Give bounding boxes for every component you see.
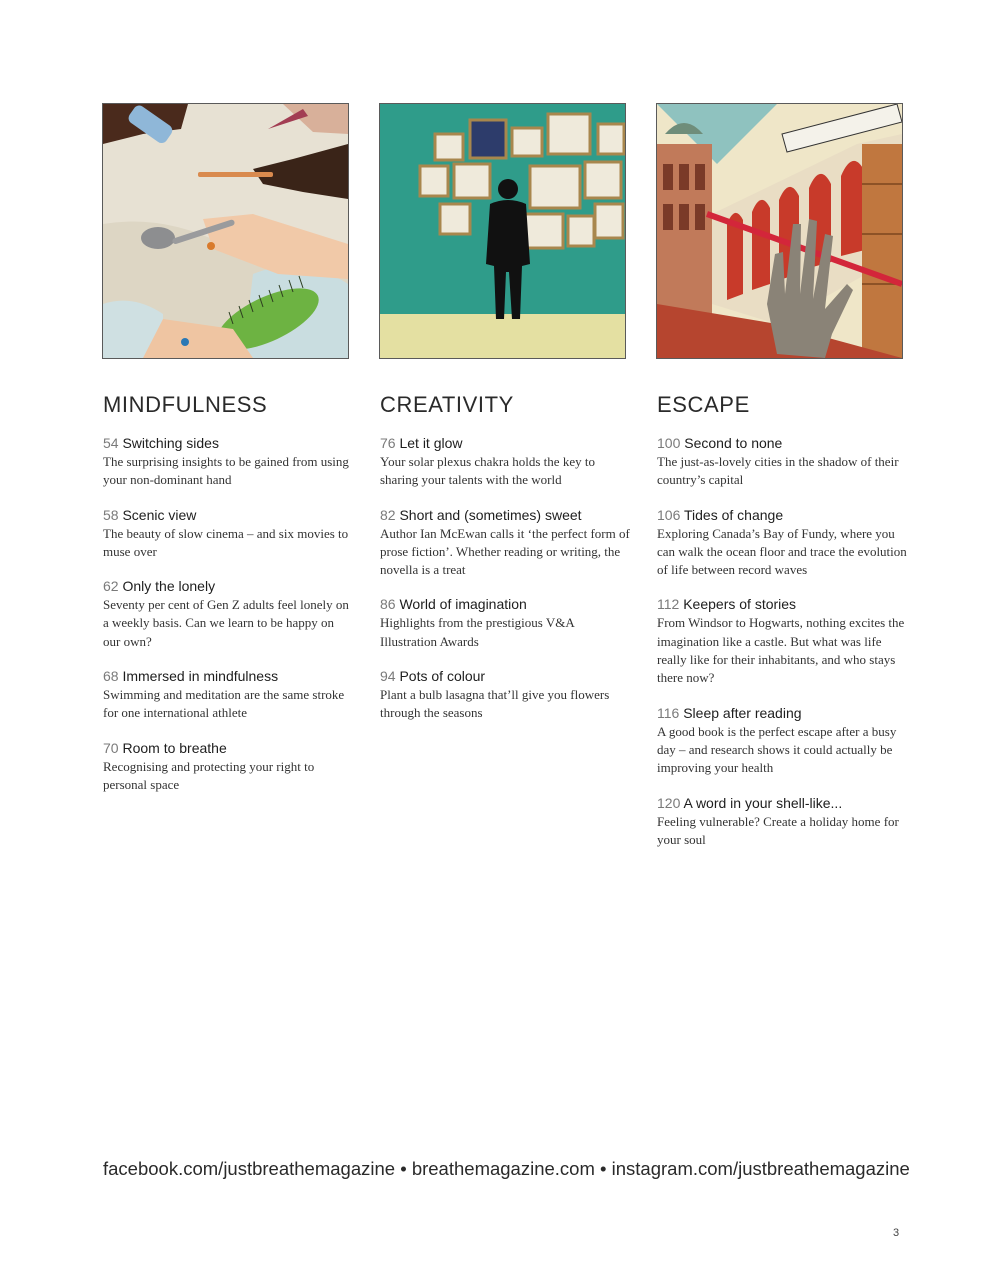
list-item[interactable]: [657, 506, 907, 580]
section-title: ESCAPE: [657, 392, 750, 417]
entry-title: Second to none: [684, 435, 783, 451]
entry-description: The surprising insights to be gained from using your non-dominant hand: [103, 454, 349, 488]
list-item[interactable]: [103, 739, 353, 795]
entry-title: World of imagination: [399, 596, 527, 613]
entry-description: Plant a bulb lasagna that’ll give you flowers through the seasons: [380, 687, 610, 721]
entry-description: A good book is the perfect escape after a busy day – and research shows it could actually be improving your health: [657, 723, 897, 776]
list-item[interactable]: [380, 595, 630, 651]
entry-list: [657, 434, 907, 865]
list-item[interactable]: [657, 794, 907, 850]
page-number: 68: [103, 668, 119, 685]
entry-title: Keepers of stories: [683, 596, 797, 613]
list-item[interactable]: [380, 506, 630, 580]
entry-description: Author Ian McEwan calls it ‘the perfect form of prose fiction’. Whether reading or writing, the novella is a treat: [380, 525, 630, 578]
entry-description: Seventy per cent of Gen Z adults feel lonely on a weekly basis. Can we learn to be happy on our own?: [103, 597, 349, 649]
list-item[interactable]: [380, 667, 630, 723]
page-number: 106: [657, 506, 681, 523]
list-item[interactable]: [103, 667, 353, 723]
page-number: 100: [657, 435, 681, 451]
entry-list: [103, 434, 353, 810]
entry-list: [380, 434, 630, 739]
list-item[interactable]: [103, 506, 353, 562]
list-item[interactable]: [657, 434, 907, 490]
entry-title: Tides of change: [684, 506, 784, 523]
page-number: 76: [380, 435, 396, 451]
list-item[interactable]: [103, 577, 353, 651]
entry-title: Scenic view: [122, 506, 197, 523]
mindfulness-illustration: [102, 103, 349, 359]
entry-description: The just-as-lovely cities in the shadow of their country’s capital: [657, 454, 899, 488]
page-number: 62: [103, 578, 119, 595]
entry-description: Your solar plexus chakra holds the key to sharing your talents with the world: [380, 454, 595, 488]
page-number: 116: [657, 704, 680, 721]
list-item[interactable]: [657, 595, 907, 687]
entry-description: Swimming and meditation are the same stroke for one international athlete: [103, 687, 345, 721]
entry-title: Switching sides: [122, 435, 219, 451]
entry-description: The beauty of slow cinema – and six movies to muse over: [103, 525, 349, 559]
entry-title: Let it glow: [399, 435, 463, 451]
page-number: 58: [103, 506, 119, 523]
list-item[interactable]: [380, 434, 630, 490]
list-item[interactable]: [103, 434, 353, 490]
section-title: CREATIVITY: [380, 392, 514, 417]
entry-title: Sleep after reading: [683, 704, 802, 721]
entry-title: Short and (sometimes) sweet: [399, 506, 582, 523]
entry-description: Exploring Canada’s Bay of Fundy, where you can walk the ocean floor and trace the evolution of life between record waves: [657, 525, 907, 578]
entry-title: A word in your shell-like...: [683, 794, 843, 811]
entry-description: Highlights from the prestigious V&A Illustration Awards: [380, 615, 575, 649]
page-number: 54: [103, 435, 119, 451]
page-number: 70: [103, 739, 119, 756]
section-title: MINDFULNESS: [103, 392, 268, 417]
entry-description: Recognising and protecting your right to personal space: [103, 758, 315, 792]
page-number: 86: [380, 596, 396, 613]
page-number: 82: [380, 506, 396, 523]
entry-title: Immersed in mindfulness: [122, 668, 279, 685]
entry-title: Pots of colour: [399, 668, 486, 685]
creativity-illustration: [379, 103, 626, 359]
list-item[interactable]: [657, 704, 907, 778]
entry-title: Room to breathe: [122, 739, 227, 756]
entry-description: From Windsor to Hogwarts, nothing excites the imagination like a castle. But what was life really like for their inhabitants, and who stays there now?: [657, 615, 905, 686]
entry-title: Only the lonely: [122, 578, 216, 595]
social-links-footer[interactable]: facebook.com/justbreathemagazine • breathemagazine.com • instagram.com/justbreathemagazine: [103, 1158, 910, 1179]
entry-description: Feeling vulnerable? Create a holiday home for your soul: [657, 813, 899, 847]
page-number-footer: 3: [893, 1227, 900, 1239]
escape-illustration: [656, 103, 903, 359]
page-number: 120: [657, 794, 681, 811]
page-number: 112: [657, 596, 680, 613]
page-number: 94: [380, 668, 396, 685]
